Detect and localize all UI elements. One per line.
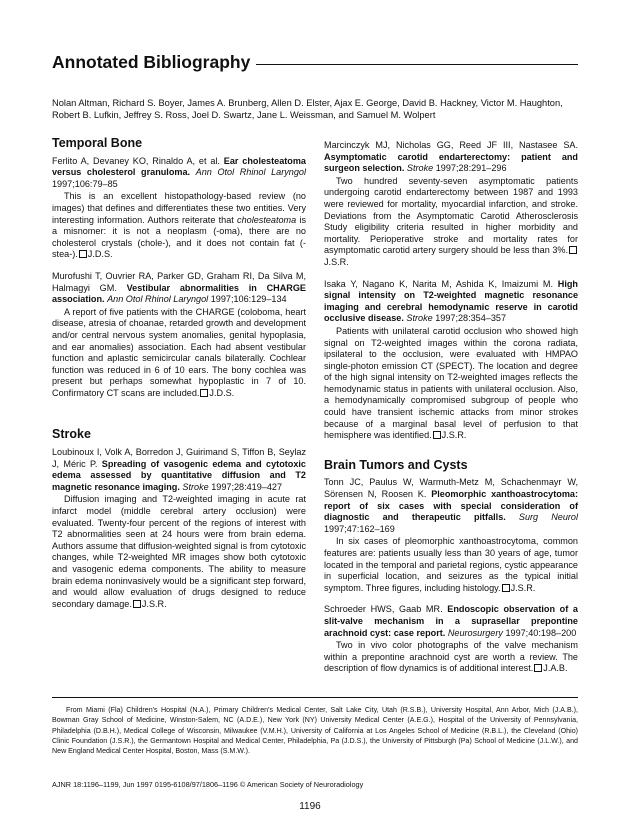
reviewer-initials: J.S.R. — [441, 430, 467, 441]
section-heading: Brain Tumors and Cysts — [324, 457, 468, 472]
citation-authors: Isaka Y, Nagano K, Narita M, Ashida K, Imaizumi M. — [324, 278, 558, 289]
annotation — [324, 326, 578, 442]
reviewer-initials: J.A.B. — [543, 663, 568, 674]
title-row — [52, 52, 578, 73]
right-column — [324, 140, 578, 685]
annotation — [324, 176, 578, 269]
page-title: Annotated Bibliography — [52, 52, 251, 72]
citation-journal: Surg Neurol — [518, 512, 579, 523]
annotation-text: This is an excellent histopathology-based review (no images) that defines and differentiates these two entities. Very interesting information. Authors reiterate that — [52, 191, 306, 225]
section-heading: Stroke — [52, 427, 91, 442]
citation-journal: Neurosurgery — [447, 627, 503, 638]
citation — [52, 447, 306, 493]
page-number: 1196 — [299, 801, 321, 812]
reviewer-initials: J.D.S. — [87, 249, 113, 260]
end-mark-box — [433, 431, 441, 439]
bibliography-entry — [324, 140, 578, 269]
reviewer-initials: J.S.R. — [324, 256, 349, 267]
citation-authors: Marcinczyk MJ, Nicholas GG, Reed JF III, Nastasee SA. — [324, 140, 578, 150]
citation — [324, 279, 578, 325]
citation — [324, 477, 578, 535]
citation-authors: Ferlito A, Devaney KO, Rinaldo A, et al. — [52, 155, 224, 166]
citation-reference: 1997;40:198–200 — [502, 627, 577, 638]
reviewer-initials: J.S.R. — [510, 582, 536, 593]
citation — [52, 271, 306, 306]
citation-title: Ear cholesteatoma versus cholesterol granuloma. — [52, 155, 306, 178]
affiliations: From Miami (Fla) Children's Hospital (N.A.), Primary Children's Medical Center, Salt Lake City, Utah (R.S.B.), University Hospital, Ann Arbor, Mich (J.A.B.), Bowman Gray School of Medicine, Winston-Salem, NC (A.D.E.), New York (NY) University Medical Center (A.E.G.), Hospital of the University of Pennsylvania, Philadelphia (D.B.H.), Medical College of Wisconsin, Milwaukee (V.M.H.), University of California at Los Angeles School of Medicine (R.B.L.), the Cleveland (Ohio) Clinic Foundation (J.S.R.), the Germantown Hospital and Medical Center, Philadelphia, Pa (J.D.S.), the University of Pittsburgh (Pa) School of Medicine (J.L.W.), and New England Medical Center Hospital, Boston, Mass (S.M.W.). — [52, 706, 578, 756]
annotation-text: Two in vivo color photographs of the valve mechanism within a prepontine arachnoid cyst are worth a review. The description of flow dynamics is of additional interest. — [324, 640, 578, 674]
citation-title: High signal intensity on T2-weighted magnetic resonance imaging and cerebral hemodynamic reserve in carotid occlusive disease. — [324, 278, 578, 324]
annotation — [52, 191, 306, 261]
citation-title: Pleomorphic xanthoastrocytoma: report of six cases with special consideration of diagnostic and therapeutic pitfalls. — [324, 489, 578, 523]
left-column — [52, 138, 306, 620]
bibliography-entry — [324, 477, 578, 594]
citation-reference: 1997;106:79–85 — [52, 178, 118, 189]
section-heading: Temporal Bone — [52, 136, 143, 150]
annotation-text: Patients with unilateral carotid occlusion who showed high signal on T2-weighted images within the corona radiata, ipsilateral to the occlusion, were evaluated with HMPAO single-photon emission CT (SPECT). The location and degree of the high signal intensity on T2-weighted images reflects the hemodynamic status in patients with unilateral occlusion. Also, a hemodynamically compromised subgroup of people who could have transient ischemic attacks from minor strokes because of a marginal basal level of perfusion to that hemisphere was identified. — [324, 325, 578, 441]
citation-reference: 1997;28:419–427 — [208, 481, 283, 492]
citation-title: Endoscopic observation of a slit-valve mechanism in a suprasellar prepontine arachnoid cyst: case report. — [324, 604, 578, 638]
citation-journal: Ann Otol Rhinol Laryngol — [195, 167, 306, 178]
bibliography-section — [324, 457, 579, 675]
citation-journal: Ann Otol Rhinol Laryngol — [107, 294, 209, 305]
bibliography-entry — [52, 156, 306, 261]
bibliography-section — [52, 429, 306, 610]
citation-authors: Schroeder HWS, Gaab MR. — [324, 604, 448, 615]
bibliography-section — [52, 138, 306, 399]
journal-citation-line: AJNR 18:1196–1199, Jun 1997 0195-6108/97/1806–1196 © American Society of Neuroradiology — [52, 780, 364, 789]
end-mark-box — [79, 250, 87, 258]
citation-title: Vestibular abnormalities in CHARGE association. — [52, 282, 306, 305]
bibliography-entry — [52, 447, 306, 610]
bibliography-entry — [324, 604, 578, 675]
reviewer-initials: J.S.R. — [141, 598, 167, 609]
citation-reference: 1997;106:129–134 — [208, 294, 287, 305]
citation-title: Asymptomatic carotid endarterectomy: patient and surgeon selection. — [324, 151, 578, 174]
author-list: Nolan Altman, Richard S. Boyer, James A. Brunberg, Allen D. Elster, Ajax E. George, David B. Hackney, Victor M. Haughton, Robert B. Lufkin, Jeffrey S. Ross, Joel D. Swartz, Jane L. Weissman, and Samuel M. Wolpert — [52, 98, 563, 120]
footer-rule — [52, 697, 578, 698]
annotation — [52, 494, 306, 610]
annotation-text: is a misnomer: it is not a neoplasm (-oma), there are no cholesterol crystals (chole-), and it does not contain fat (-stea-). — [52, 214, 307, 260]
annotation-text: A report of five patients with the CHARGE (coloboma, heart disease, atresia of choanae, retarded growth and development and/or central nervous system anomalies, genital hypoplasia, and ear anomalies) association. Each had absent vestibular function and aplastic semicircular canals bilaterally. Cochlear function was reduced in 6 of 10 ears. The bony cochlea was present but perhaps somewhat hypoplastic in 7 of 10. Confirmatory CT scans are included. — [52, 306, 306, 398]
end-mark-box — [502, 584, 510, 592]
citation-reference: 1997;28:354–357 — [432, 313, 507, 324]
end-mark-box — [534, 664, 542, 672]
end-mark-box — [569, 246, 577, 254]
citation-reference: 1997;28:291–296 — [433, 163, 507, 174]
citation — [324, 140, 578, 175]
reviewer-initials: J.D.S. — [209, 387, 235, 398]
bibliography-entry — [324, 279, 578, 442]
end-mark-box — [200, 389, 208, 397]
citation-reference: 1997;47:162–169 — [324, 523, 395, 534]
citation-journal: Stroke — [406, 313, 433, 324]
annotation-text: In six cases of pleomorphic xanthoastrocytoma, common features are: patients usually less than 30 years of age, tumor located in the temporal and parietal regions, cystic appearance in superficial location, and seizures as the typical initial symptom. Three figures, including histology. — [324, 536, 578, 593]
citation-authors: Loubinoux I, Volk A, Borredon J, Guirimand S, Tiffon B, Seylaz J, Méric P. — [52, 447, 306, 469]
citation — [52, 156, 306, 191]
annotation-text: cholesteatoma — [237, 214, 297, 225]
annotation — [52, 307, 306, 400]
annotation — [324, 640, 578, 675]
citation-authors: Murofushi T, Ouvrier RA, Parker GD, Graham RI, Da Silva M, Halmagyi GM. — [52, 270, 306, 293]
bibliography-entry — [52, 271, 306, 400]
end-mark-box — [133, 600, 141, 608]
citation-journal: Stroke — [406, 163, 434, 174]
title-rule — [256, 64, 578, 66]
bibliography-section — [324, 140, 578, 442]
citation-title: Spreading of vasogenic edema and cytotoxic edema assessed by quantitative diffusion and T2 magnetic resonance imaging. — [52, 458, 306, 492]
citation-journal: Stroke — [182, 481, 209, 492]
citation-authors: Tonn JC, Paulus W, Warmuth-Metz M, Schachenmayr W, Sörensen N, Roosen K. — [324, 477, 578, 500]
annotation — [324, 536, 578, 594]
annotation-text: Diffusion imaging and T2-weighted imaging in acute rat infarct model (middle cerebral artery occlusion) were evaluated. Twenty-four percent of the regions of interest with T2 abnormalities seen at 24 hours were from brain edema. Authors assume that diffusion-weighted signal is from cytotoxic changes, while T2-weighted MR images show both cytotoxic and vasogenic edema components. The ability to measure brain edema noninvasively would be a significant step forward, and would allow evaluation of drugs designed to reduce secondary damage. — [52, 494, 306, 609]
annotation-text: Two hundred seventy-seven asymptomatic patients undergoing carotid endarterectomy between 1987 and 1993 were reviewed for mortality, myocardial infarction, and stroke. Deviations from the Asymptomatic Carotid Atherosclerosis Study eligibility criteria resulted in higher morbidity and mortality. Perioperative stroke and mortality rates for asymptomatic carotid artery surgery should be less than 3%. — [324, 175, 578, 256]
citation — [324, 604, 578, 639]
